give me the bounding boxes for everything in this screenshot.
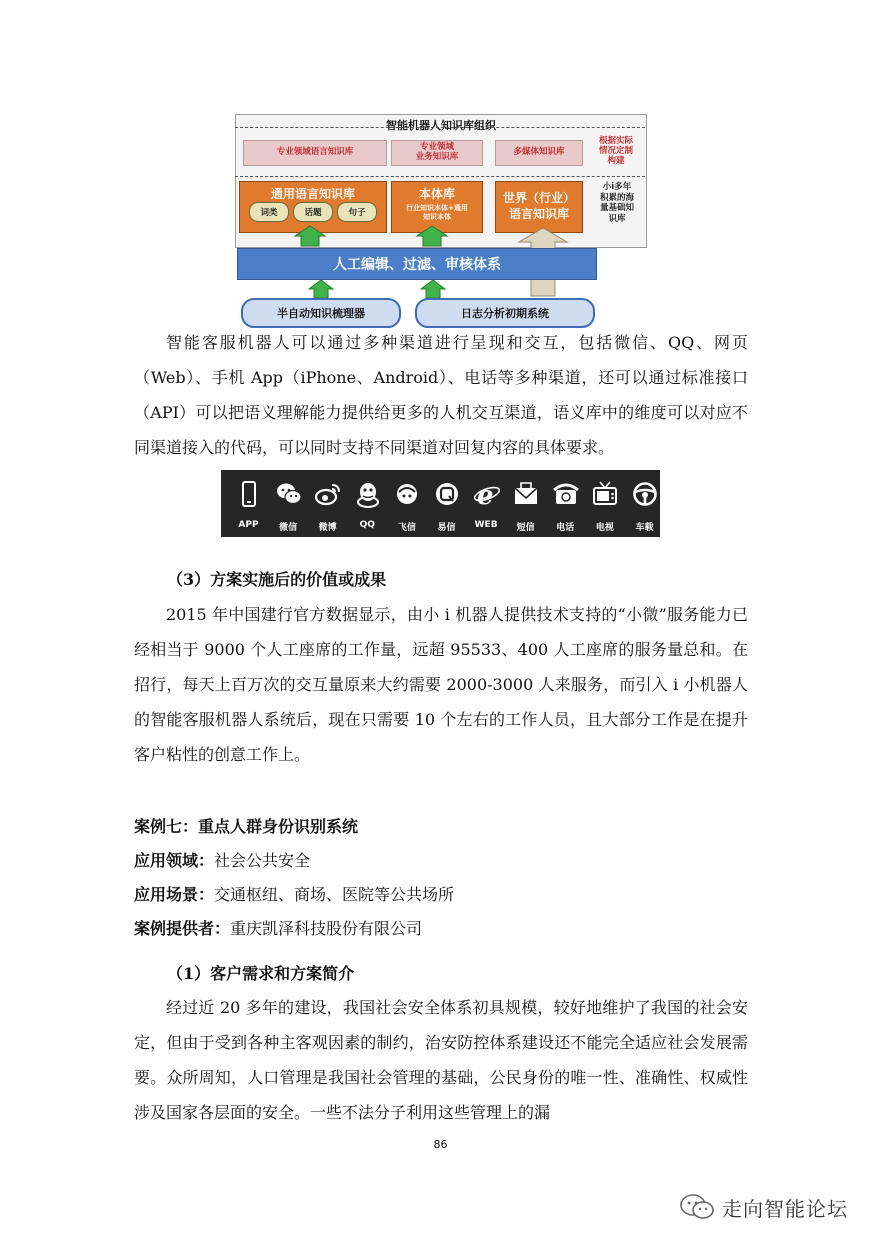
paragraph-text: 智能客服机器人可以通过多种渠道进行呈现和交互，包括微信、QQ、网页（Web）、手机 App（iPhone、Android）、电话等多种渠道，还可以通过标准接口（API）可以把语义理解能力提供给更多的人机交互渠道，语义库中的维度可以对应不同渠道接入的代码，可以同时支持不同渠道对回复内容的具体要求。	[134, 333, 748, 457]
ontology-kb-sub: 行业知识本体+通用 知识本体	[406, 204, 468, 222]
channel-label: 微博	[318, 523, 337, 533]
application-field	[134, 843, 310, 878]
custom-build-note: 根据实际 情况定制 构建	[598, 136, 633, 167]
xiaoi-base-kb-note: 小i多年 积累的海 量基础知 识库	[599, 182, 634, 224]
yixin-icon	[434, 480, 460, 508]
channel-label: 飞信	[397, 523, 416, 533]
up-arrow-icon	[295, 226, 325, 246]
steering-wheel-icon	[632, 480, 658, 508]
channel-label: 易信	[437, 523, 456, 533]
paragraph-text: 2015 年中国建行官方数据显示，由小 i 机器人提供技术支持的“小微”服务能力已经相当于 9000 个人工座席的工作量，远超 95533、400 人工座席的服务量总和。在招行，每天上百万次的交互量原来大约需要 2000-3000 人来服务，而引入 i 小机器人的智能客服机器人系统后，现在只需要 10 个左右的工作人员，且大部分工作是在提升客户粘性的创意工作上。	[134, 605, 748, 764]
field-value: 社会公共安全	[214, 851, 311, 870]
application-scene	[134, 877, 454, 912]
up-arrow-icon	[421, 280, 445, 298]
channel-telephone	[544, 470, 587, 537]
sms-icon	[513, 480, 539, 508]
wechat-icon	[678, 1192, 716, 1222]
watermark-text: 走向智能论坛	[722, 1196, 848, 1221]
channel-phone	[227, 470, 270, 537]
channel-qq	[346, 470, 389, 537]
diagram-title: 智能机器人知识库组织	[386, 119, 496, 132]
paragraph-text: 经过近 20 多年的建设，我国社会安全体系初具规模，较好地维护了我国的社会安定，但由于受到各种主客观因素的制约，治安防控体系建设还不能完全适应社会发展需要。众所周知，人口管理是我国社会管理的基础，公民身份的唯一性、准确性、权威性涉及国家各层面的安全。一些不法分子利用这些管理上的漏	[134, 998, 748, 1122]
fetion-icon	[394, 480, 420, 508]
channel-label: 电视	[595, 523, 614, 533]
qq-icon	[355, 480, 381, 508]
wechat-icon	[276, 480, 302, 508]
scene-label: 应用场景：	[134, 885, 215, 904]
phone-icon	[236, 480, 262, 508]
channel-yixin	[425, 470, 468, 537]
channel-label: 电话	[556, 523, 575, 533]
tv-icon	[592, 480, 618, 508]
section-heading: （3）方案实施后的价值或成果	[167, 570, 387, 589]
telephone-icon	[553, 480, 579, 508]
provider-label: 案例提供者：	[134, 919, 231, 938]
svg-text:e: e	[476, 481, 494, 508]
provider-value: 重庆凯泽科技股份有限公司	[230, 919, 423, 938]
paragraph-channels	[134, 325, 748, 465]
world-language-kb-title: 世界（行业） 语言知识库	[502, 191, 575, 221]
channel-label: 微信	[279, 523, 298, 533]
up-arrow-icon	[309, 280, 333, 298]
page-number: 86	[433, 1138, 448, 1151]
manual-edit-bar: 人工编辑、过滤、审核体系	[237, 248, 597, 280]
watermark	[678, 1190, 848, 1224]
channel-label: APP	[238, 520, 259, 530]
knowledge-base-diagram	[233, 108, 653, 328]
domain-business-kb: 专业领域 业务知识库	[391, 140, 483, 166]
channel-label: 车载	[635, 523, 654, 533]
channel-web	[465, 470, 508, 537]
section-heading: （1）客户需求和方案简介	[167, 964, 355, 983]
ontology-kb-title: 本体库	[418, 187, 455, 201]
channel-fetion	[385, 470, 428, 537]
channel-wechat	[267, 470, 310, 537]
channel-label: QQ	[359, 520, 375, 530]
semi-auto-organizer: 半自动知识梳理器	[241, 298, 401, 328]
paragraph-results	[134, 597, 748, 772]
channel-label: WEB	[474, 520, 498, 530]
channel-steering-wheel	[623, 470, 666, 537]
pill-word-class: 词类	[249, 202, 289, 222]
channel-tv	[583, 470, 626, 537]
domain-language-kb: 专业领域语言知识库	[243, 140, 387, 166]
pill-topic: 话题	[293, 202, 333, 222]
up-arrow-icon	[417, 226, 447, 246]
log-analysis-system: 日志分析初期系统	[415, 298, 595, 328]
case-provider	[134, 911, 422, 946]
web-icon	[474, 480, 500, 508]
channel-sms	[504, 470, 547, 537]
arrows	[233, 108, 653, 328]
weibo-icon	[315, 480, 341, 508]
multimedia-kb: 多媒体知识库	[495, 140, 583, 166]
paragraph-requirements	[134, 990, 748, 1130]
channel-weibo	[306, 470, 349, 537]
scene-value: 交通枢纽、商场、医院等公共场所	[214, 885, 455, 904]
case-title: 案例七：重点人群身份识别系统	[134, 817, 359, 836]
pill-sentence: 句子	[337, 202, 377, 222]
general-language-kb-title: 通用语言知识库	[270, 187, 355, 201]
channel-icon-bar	[221, 470, 660, 537]
channel-label: 短信	[516, 523, 535, 533]
field-label: 应用领域：	[134, 851, 215, 870]
